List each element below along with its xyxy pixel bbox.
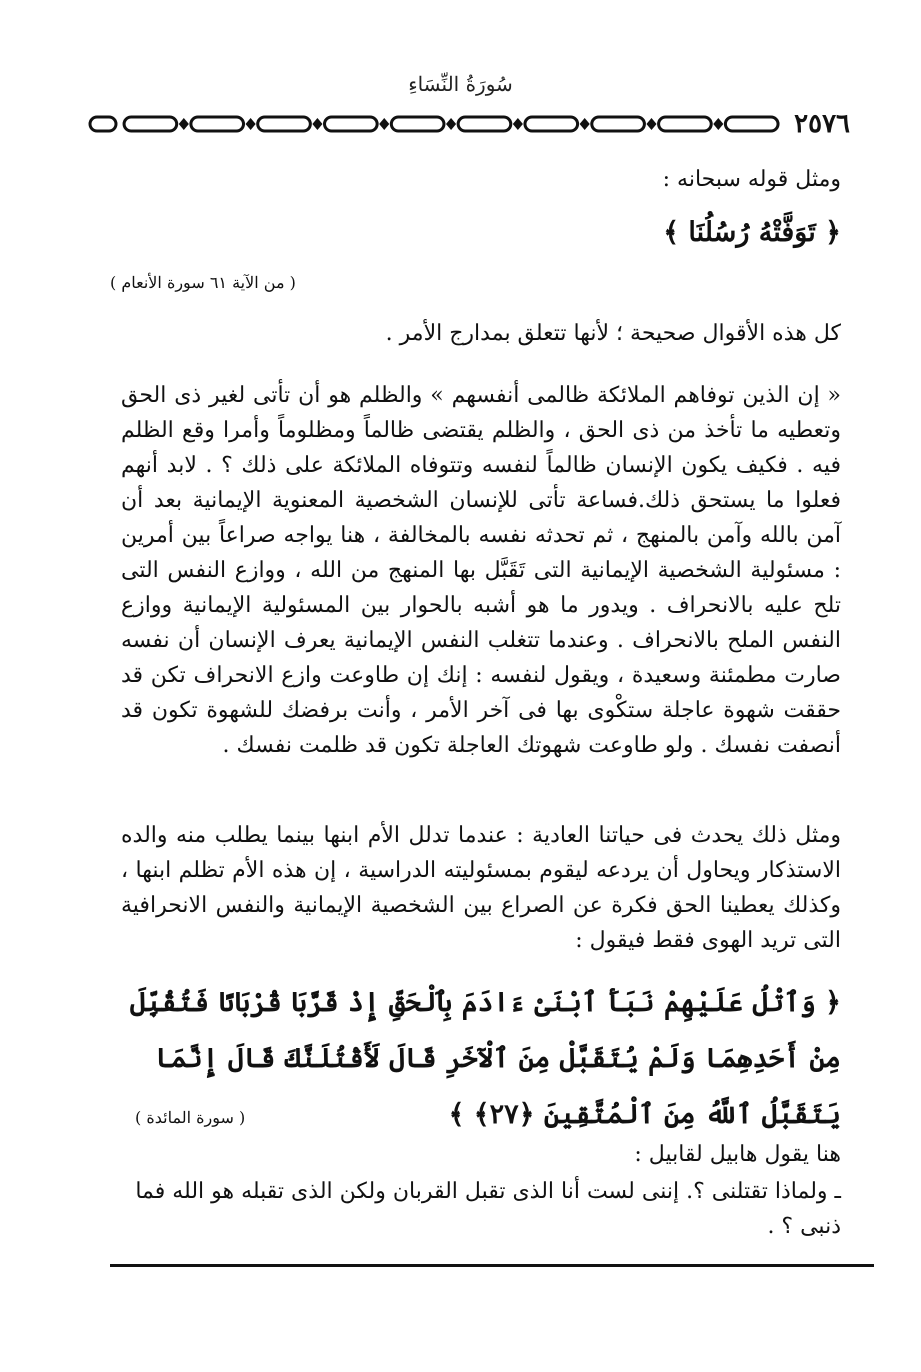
paragraph-5: ـ ولماذا تقتلنى ؟. إننى لست أنا الذى تقبل القربان ولكن الذى تقبله هو الله فما ذنبى ؟ . [135, 1179, 841, 1239]
chain-end-icon [88, 113, 118, 135]
page-header-band [88, 106, 858, 142]
citation-1: ( من الآية ٦١ سورة الأنعام ) [110, 273, 296, 292]
paragraph-1: كل هذه الأقوال صحيحة ؛ لأنها تتعلق بمدارج الأمر . [385, 321, 841, 346]
chain-ornament-icon [118, 113, 786, 135]
surah-title: سُورَةُ النِّسَاءِ [408, 72, 513, 96]
quran-verse-2: ﴿ وَٱتْلُ عَلَيْهِمْ نَبَأَ ٱبْنَىْ ءَادَمَ بِٱلْحَقِّ إِذْ قَرَّبَا قُرْبَانًا فَتُقُبِّلَ مِنْ أَحَدِهِمَا وَلَمْ يُتَقَبَّلْ مِنَ ٱلْآخَرِ قَالَ لَأَقْتُلَنَّكَ قَالَ إِنَّمَا يَتَقَبَّلُ ٱللَّهُ مِنَ ٱلْمُتَّقِينَ ﴿٢٧﴾ ﴾ [130, 987, 841, 1130]
page-number: ٢٥٧٦ [794, 109, 850, 139]
citation-2: ( سورة المائدة ) [135, 1108, 246, 1127]
intro-line: ومثل قوله سبحانه : [662, 167, 841, 192]
quran-verse-1: ﴿ تَوَفَّتْهُ رُسُلُنَا ﴾ [663, 217, 841, 248]
paragraph-3: ومثل ذلك يحدث فى حياتنا العادية : عندما تدلل الأم ابنها بينما يطلب منه والده الاستذكار ويحاول أن يردعه ليقوم بمسئوليته الدراسية ، إن هذه الأم تظلم ابنها ، وكذلك يعطينا الحق فكرة عن الصراع بين الشخصية الإيمانية والنفس الانحرافية التى تريد الهوى فقط فيقول : [121, 823, 841, 953]
bottom-divider [110, 1264, 874, 1267]
paragraph-4: هنا يقول هابيل لقابيل : [634, 1142, 841, 1167]
paragraph-2: « إن الذين توفاهم الملائكة ظالمى أنفسهم » والظلم هو أن تأتى لغير ذى الحق وتعطيه ما تأخذ من ذى الحق ، والظلم يقتضى ظالماً ومظلوماً وأمرا وقع الظلم فيه . فكيف يكون الإنسان ظالماً لنفسه وتتوفاه الملائكة على ذلك ؟ . لابد أنهم فعلوا ما يستحق ذلك.فساعة تأتى للإنسان الشخصية المعنوية الإيمانية بعد أن آمن بالله وآمن بالمنهج ، ثم تحدثه نفسه بالمخالفة ، هنا يواجه صراعاً بين أمرين : مسئولية الشخصية الإيمانية التى تَقَبَّل بها المنهج من الله ، ووازع النفس التى تلح عليه بالانحراف . ويدور ما هو أشبه بالحوار بين المسئولية الإيمانية ووازع النفس الملح بالانحراف . وعندما تتغلب النفس الإيمانية يعرف الإنسان أن نفسه صارت مطمئنة وسعيدة ، ويقول لنفسه : إنك إن طاوعت وازع الانحراف تكن قد حققت شهوة عاجلة ستكْوى بها فى آخر الأمر ، وأنت برفضك للشهوة تكون قد أنصفت نفسك . ولو طاوعت شهوتك العاجلة تكون قد ظلمت نفسك . [121, 383, 841, 758]
